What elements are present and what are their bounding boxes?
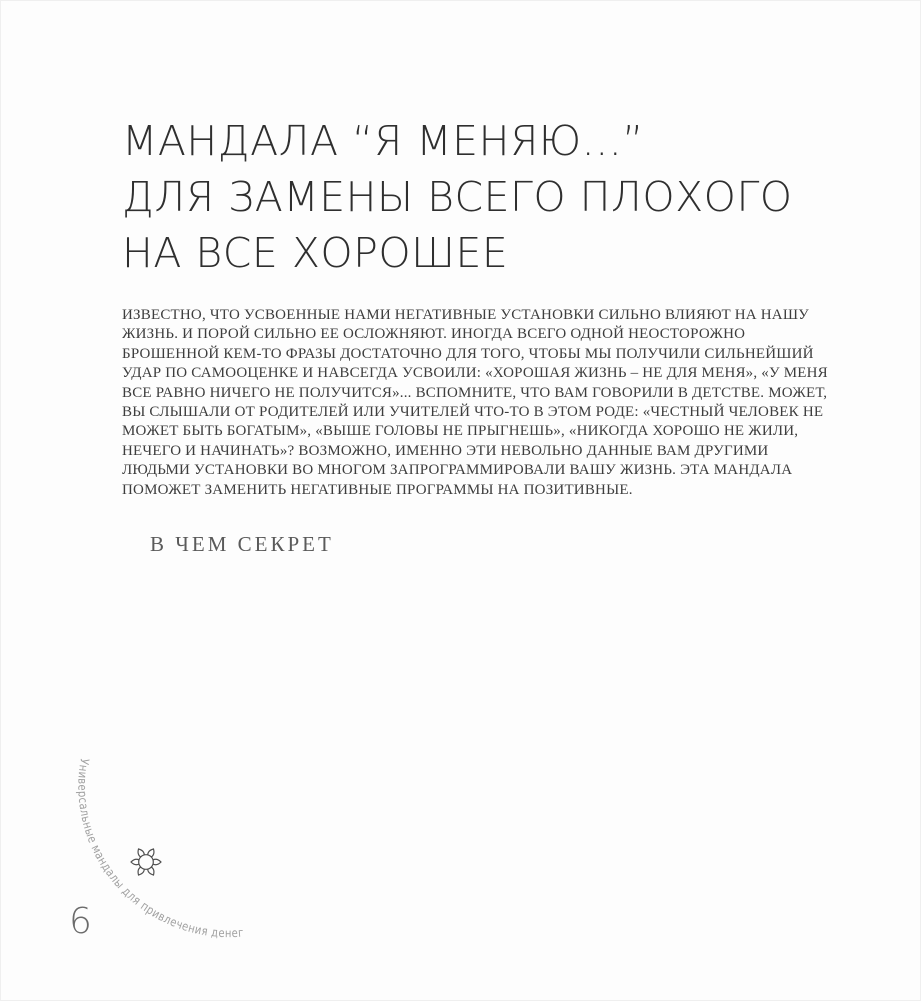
chapter-title — [122, 113, 793, 281]
chapter-title-line-1: МАНДАЛА “Я МЕНЯЮ...” — [122, 117, 644, 165]
flower-icon — [131, 848, 161, 877]
chapter-title-line-2: ДЛЯ ЗАМЕНЫ ВСЕГО ПЛОХОГО — [122, 173, 793, 221]
sidebar-decoration — [1, 701, 341, 1001]
chapter-title-line-3: НА ВСЕ ХОРОШЕЕ — [122, 229, 509, 277]
page-number: 6 — [69, 901, 92, 942]
body-paragraph: ИЗВЕСТНО, ЧТО УСВОЕННЫЕ НАМИ НЕГАТИВНЫЕ УСТАНОВКИ СИЛЬНО ВЛИЯЮТ НА НАШУ ЖИЗНЬ. И ПОРОЙ СИЛЬНО ЕЕ ОСЛОЖНЯЮТ. ИНОГДА ВСЕГО ОДНОЙ НЕОСТОРОЖНО БРОШЕННОЙ КЕМ-ТО ФРАЗЫ ДОСТАТОЧНО ДЛЯ ТОГО, ЧТОБЫ МЫ ПОЛУЧИЛИ СИЛЬНЕЙШИЙ УДАР ПО САМООЦЕНКЕ И НАВСЕГДА УСВОИЛИ: «ХОРОШАЯ ЖИЗНЬ – НЕ ДЛЯ МЕНЯ», «У МЕНЯ ВСЕ РАВНО НИЧЕГО НЕ ПОЛУЧИТСЯ»... ВСПОМНИТЕ, ЧТО ВАМ ГОВОРИЛИ В ДЕТСТВЕ. МОЖЕТ, ВЫ СЛЫШАЛИ ОТ РОДИТЕЛЕЙ ИЛИ УЧИТЕЛЕЙ ЧТО-ТО В ЭТОМ РОДЕ: «ЧЕСТНЫЙ ЧЕЛОВЕК НЕ МОЖЕТ БЫТЬ БОГАТЫМ», «ВЫШЕ ГОЛОВЫ НЕ ПРЫГНЕШЬ», «НИКОГДА ХОРОШО НЕ ЖИЛИ, НЕЧЕГО И НАЧИНАТЬ»? ВОЗМОЖНО, ИМЕННО ЭТИ НЕВОЛЬНО ДАННЫЕ ВАМ ДРУГИМИ ЛЮДЬМИ УСТАНОВКИ ВО МНОГОМ ЗАПРОГРАММИРОВАЛИ ВАШУ ЖИЗНЬ. ЭТА МАНДАЛА ПОМОЖЕТ ЗАМЕНИТЬ НЕГАТИВНЫЕ ПРОГРАММЫ НА ПОЗИТИВНЫЕ. — [122, 307, 828, 498]
sidebar-arc-text: Универсальные мандалы для привлечения денег — [75, 757, 246, 941]
section-heading: В ЧЕМ СЕКРЕТ — [150, 532, 334, 556]
